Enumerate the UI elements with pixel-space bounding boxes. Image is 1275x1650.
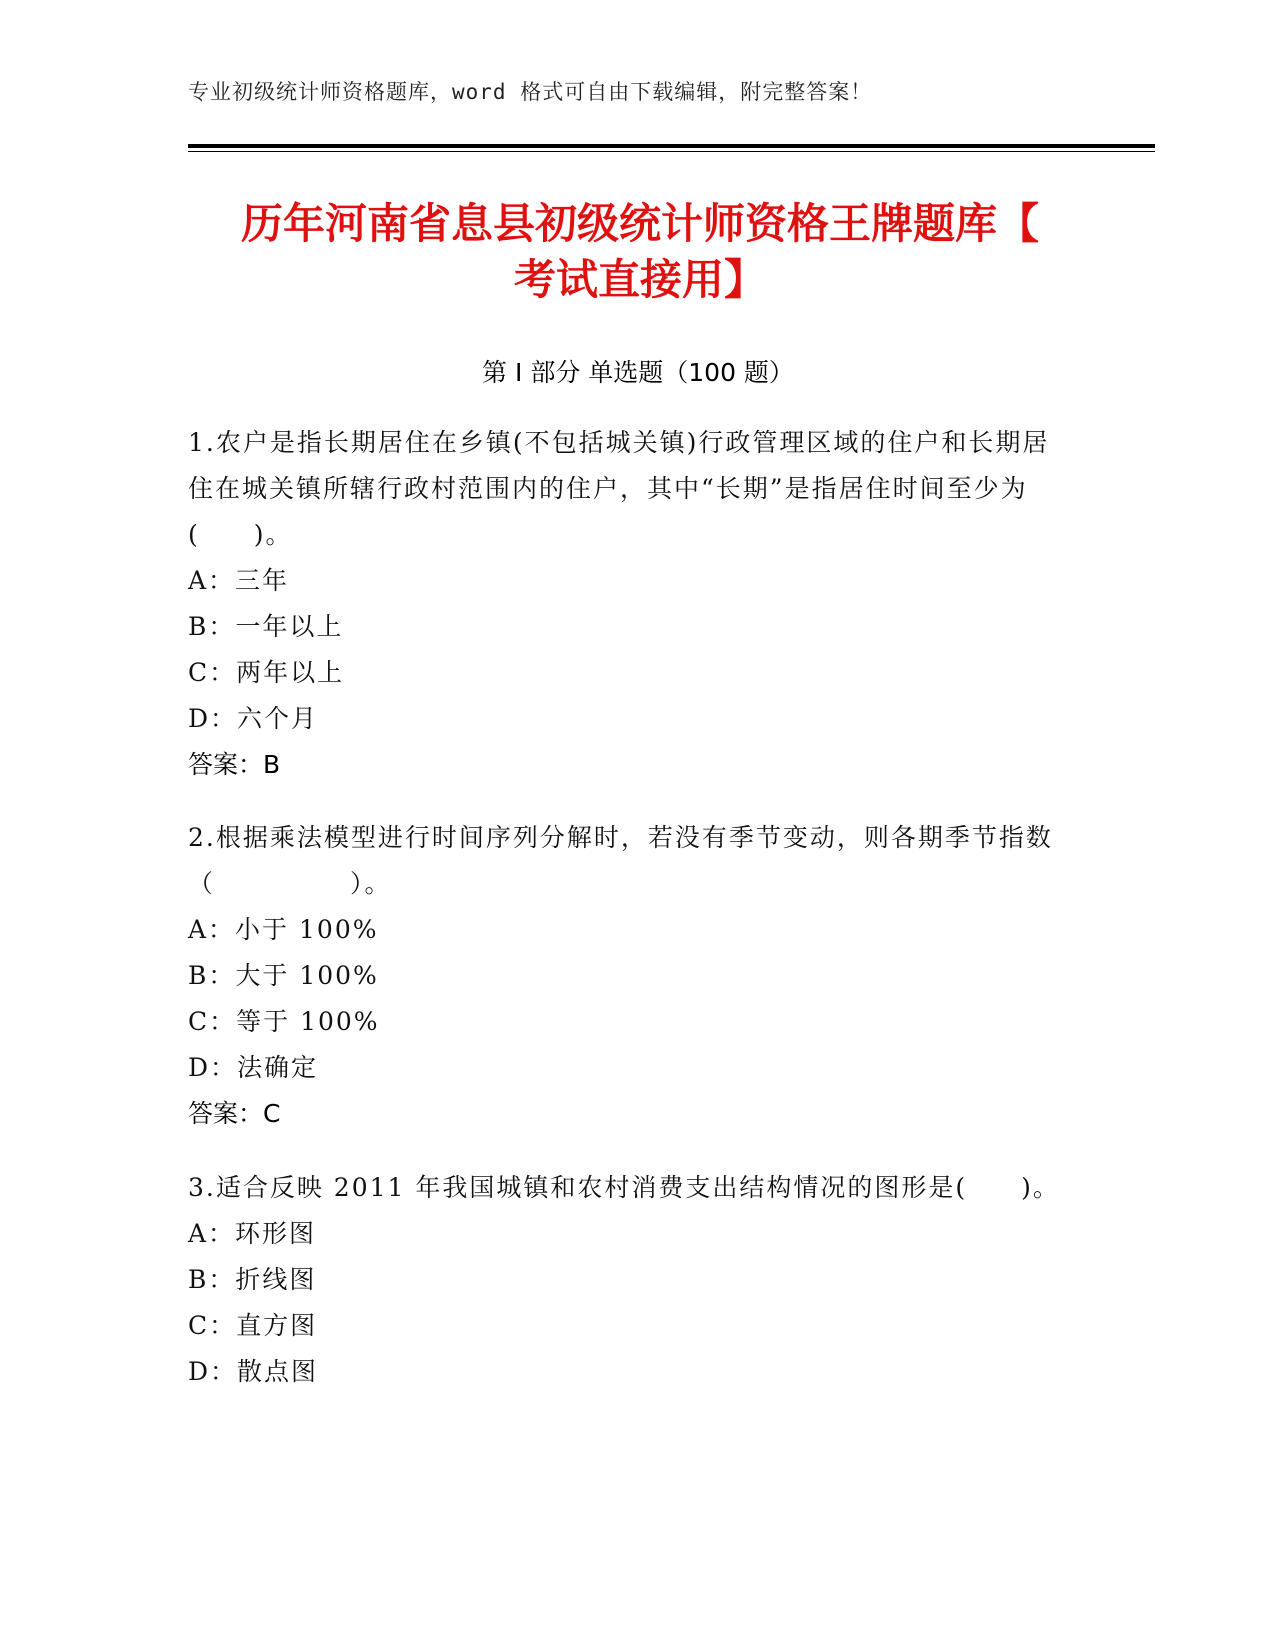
question-2 <box>188 815 1068 1137</box>
question-stem: 1.农户是指长期居住在乡镇(不包括城关镇)行政管理区域的住户和长期居住在城关镇所辖行政村范围内的住户，其中“长期”是指居住时间至少为( )。 <box>188 428 1050 549</box>
question-3 <box>188 1165 1068 1395</box>
option-c: C：直方图 <box>188 1311 318 1340</box>
title-line-2: 考试直接用】 <box>513 255 766 304</box>
option-a: A：环形图 <box>188 1219 317 1248</box>
section-heading: 第 I 部分 单选题（100 题） <box>482 358 794 387</box>
question-stem: 2.根据乘法模型进行时间序列分解时，若没有季节变动，则各期季节指数（ ）。 <box>188 823 1053 898</box>
option-d: D：法确定 <box>188 1053 319 1082</box>
answer-text: 答案：C <box>188 1099 281 1128</box>
option-b: B：折线图 <box>188 1265 317 1294</box>
option-d: D：六个月 <box>188 704 319 733</box>
question-stem: 3.适合反映 2011 年我国城镇和农村消费支出结构情况的图形是( )。 <box>188 1173 1060 1202</box>
title-line-1: 历年河南省息县初级统计师资格王牌题库【 <box>240 199 1039 248</box>
page-header-text: 专业初级统计师资格题库，word 格式可自由下载编辑，附完整答案！ <box>188 80 873 104</box>
option-a: A：三年 <box>188 566 290 595</box>
option-c: C：两年以上 <box>188 658 345 687</box>
question-1 <box>188 420 1068 788</box>
option-d: D：散点图 <box>188 1357 319 1386</box>
header-rule-thin <box>188 151 1155 152</box>
option-b: B：大于 100% <box>188 961 379 990</box>
option-a: A：小于 100% <box>188 915 379 944</box>
header-rule-thick <box>188 144 1155 148</box>
document-title <box>180 196 1100 308</box>
answer-text: 答案：B <box>188 750 281 779</box>
option-c: C：等于 100% <box>188 1007 380 1036</box>
option-b: B：一年以上 <box>188 612 344 641</box>
